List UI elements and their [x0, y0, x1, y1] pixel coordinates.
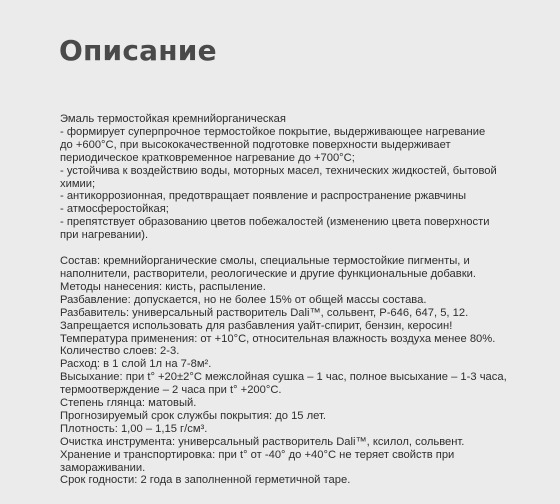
text-line: Количество слоев: 2-3. — [60, 345, 180, 358]
text-line: Прогнозируемый срок службы покрытия: до 15 лет. — [60, 409, 327, 422]
text-line: Разбавитель: универсальный растворитель Dali™, сольвент, Р-646, 647, 5, 12. — [60, 306, 469, 319]
text-line: Расход: в 1 слой 1л на 7-8м². — [60, 358, 212, 371]
text-line: Методы нанесения: кисть, распыление. — [60, 280, 266, 293]
text-line: Эмаль термостойкая кремнийорганическая — [60, 113, 286, 125]
text-line: химии; — [60, 177, 96, 190]
text-line: Высыхание: при t° +20±2°C межслойная сушка – 1 час, полное высыхание – 1-3 часа, — [60, 371, 507, 384]
text-line: Разбавление: допускается, но не более 15% от общей массы состава. — [60, 293, 427, 306]
text-line: Состав: кремнийорганические смолы, специальные термостойкие пигменты, и — [60, 255, 470, 268]
text-line: Температура применения: от +10°C, относительная влажность воздуха менее 80%. — [60, 332, 496, 345]
text-line: замораживании. — [60, 461, 146, 474]
text-line: наполнители, растворители, реологические и другие функциональные добавки. — [60, 267, 476, 280]
text-line: Очистка инструмента: универсальный растворитель Dali™, ксилол, сольвент. — [60, 435, 465, 448]
text-line: до +600°C, при высококачественной подготовке поверхности выдерживает — [60, 138, 451, 151]
paragraph-gap — [60, 242, 550, 255]
text-line: Хранение и транспортировка: при t° от -40° до +40°C не теряет свойств при — [60, 448, 455, 461]
intro-block — [60, 113, 550, 242]
text-line: периодическое кратковременное нагревание до +700°C; — [60, 151, 355, 164]
description-body — [60, 113, 550, 487]
text-line: Запрещается использовать для разбавления уайт-спирит, бензин, керосин! — [60, 319, 453, 332]
text-line: - формирует суперпрочное термостойкое покрытие, выдерживающее нагревание — [60, 125, 486, 138]
text-line: - препятствует образованию цветов побежалостей (изменению цвета поверхности — [60, 216, 490, 229]
text-line: при нагревании). — [60, 229, 149, 242]
text-line: - антикоррозионная, предотвращает появление и распространение ржавчины — [60, 190, 467, 203]
text-line: - устойчива к воздействию воды, моторных масел, технических жидкостей, бытовой — [60, 164, 497, 177]
text-line: Срок годности: 2 года в заполненной герметичной таре. — [60, 474, 351, 487]
text-line: Степень глянца: матовый. — [60, 397, 197, 410]
text-line: Плотность: 1,00 – 1,15 г/см³. — [60, 422, 208, 435]
text-line: - атмосферостойкая; — [60, 203, 169, 216]
specs-block — [60, 255, 550, 487]
text-line: термоотверждение – 2 часа при t° +200°C. — [60, 384, 282, 397]
page-title: Описание — [59, 34, 217, 67]
